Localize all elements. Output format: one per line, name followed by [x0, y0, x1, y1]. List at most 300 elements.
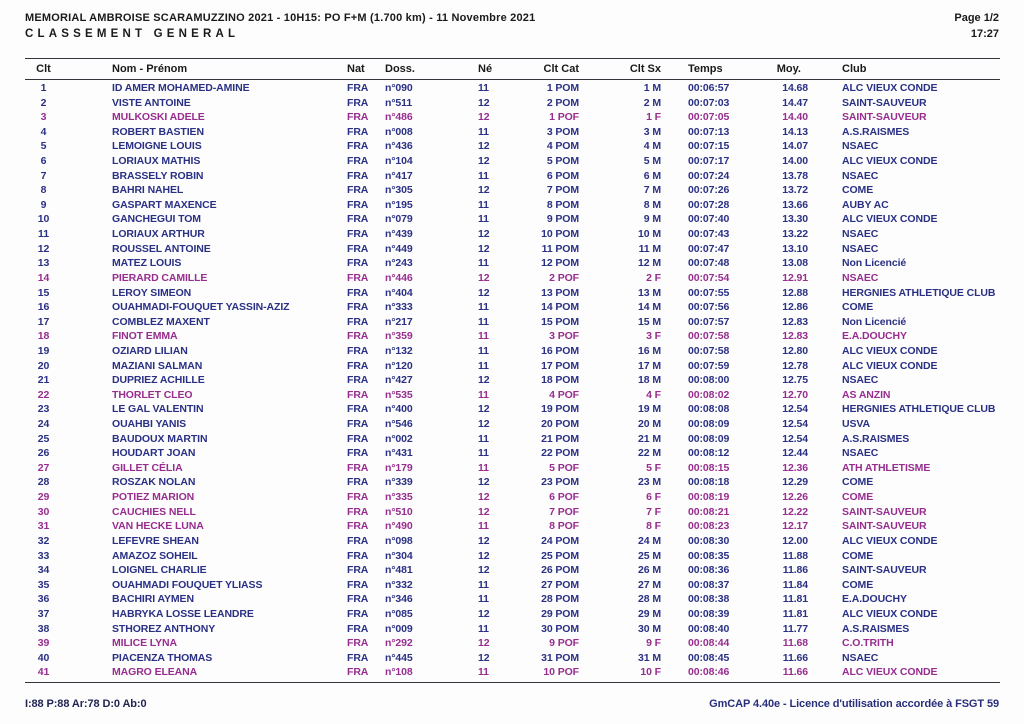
cell-ne: 11	[478, 578, 489, 591]
cell-moy: 12.54	[782, 432, 808, 445]
cell-clt_sx: 11 M	[638, 242, 661, 255]
cell-nat: FRA	[347, 607, 369, 620]
cell-temps: 00:07:26	[688, 184, 730, 197]
cell-name: CAUCHIES NELL	[112, 505, 196, 518]
cell-temps: 00:08:23	[688, 520, 730, 533]
column-header-temps: Temps	[688, 63, 723, 75]
cell-clt: 30	[37, 505, 50, 518]
cell-name: LEROY SIMEON	[112, 286, 192, 299]
cell-clt: 12	[37, 242, 50, 255]
cell-temps: 00:08:09	[688, 432, 730, 445]
cell-doss: n°490	[385, 520, 413, 533]
cell-name: BAUDOUX MARTIN	[112, 432, 208, 445]
cell-ne: 12	[478, 242, 490, 255]
cell-clt: 6	[40, 155, 47, 168]
cell-clt_cat: 7 POM	[546, 184, 579, 197]
cell-name: BACHIRI AYMEN	[112, 593, 194, 606]
cell-clt: 38	[37, 622, 50, 635]
cell-club: HERGNIES ATHLETIQUE CLUB	[842, 286, 996, 299]
cell-moy: 14.07	[782, 140, 808, 153]
cell-name: ROBERT BASTIEN	[112, 125, 204, 138]
column-header-club: Club	[842, 63, 867, 75]
cell-temps: 00:08:37	[688, 578, 730, 591]
cell-moy: 11.66	[782, 651, 808, 664]
cell-name: LOIGNEL CHARLIE	[112, 564, 207, 577]
cell-club: NSAEC	[842, 140, 879, 153]
cell-clt_cat: 3 POM	[546, 125, 579, 138]
cell-club: E.A.DOUCHY	[842, 330, 907, 343]
cell-nat: FRA	[347, 96, 369, 109]
cell-doss: n°449	[385, 242, 413, 255]
cell-name: VAN HECKE LUNA	[112, 520, 204, 533]
cell-club: NSAEC	[842, 374, 879, 387]
cell-clt: 35	[37, 578, 50, 591]
cell-nat: FRA	[347, 140, 369, 153]
cell-clt_cat: 1 POM	[546, 82, 579, 94]
cell-doss: n°486	[385, 111, 413, 124]
cell-ne: 12	[478, 564, 490, 577]
cell-doss: n°332	[385, 578, 413, 591]
cell-name: MATEZ LOUIS	[112, 257, 182, 270]
cell-temps: 00:08:39	[688, 607, 730, 620]
cell-name: MILICE LYNA	[112, 637, 178, 650]
cell-ne: 12	[478, 271, 490, 284]
table-row	[25, 607, 1000, 622]
cell-doss: n°546	[385, 418, 413, 431]
cell-nat: FRA	[347, 286, 369, 299]
cell-name: GASPART MAXENCE	[112, 198, 217, 211]
cell-clt_cat: 9 POM	[546, 213, 579, 226]
cell-clt_sx: 2 F	[646, 271, 661, 284]
cell-ne: 11	[478, 301, 489, 314]
cell-clt_sx: 7 F	[646, 505, 661, 518]
cell-nat: FRA	[347, 82, 369, 94]
cell-club: ALC VIEUX CONDE	[842, 666, 938, 679]
cell-club: SAINT-SAUVEUR	[842, 96, 927, 109]
cell-clt: 19	[37, 344, 50, 357]
column-header-clt: Clt	[36, 63, 51, 75]
cell-nat: FRA	[347, 169, 369, 182]
cell-name: OZIARD LILIAN	[112, 344, 188, 357]
cell-doss: n°427	[385, 374, 413, 387]
cell-moy: 11.88	[782, 549, 808, 562]
cell-doss: n°098	[385, 534, 413, 547]
cell-name: GILLET CÉLIA	[112, 461, 183, 474]
cell-nat: FRA	[347, 622, 369, 635]
cell-clt: 27	[37, 461, 50, 474]
cell-clt_sx: 12 M	[638, 257, 661, 270]
cell-nat: FRA	[347, 593, 369, 606]
cell-club: A.S.RAISMES	[842, 125, 910, 138]
cell-clt_cat: 15 POM	[541, 315, 579, 328]
column-header-name: Nom - Prénom	[112, 63, 188, 75]
cell-moy: 14.00	[782, 155, 808, 168]
table-row	[25, 300, 1000, 315]
cell-moy: 11.68	[782, 637, 808, 650]
cell-nat: FRA	[347, 447, 369, 460]
cell-doss: n°292	[385, 637, 413, 650]
cell-temps: 00:07:59	[688, 359, 730, 372]
table-row	[25, 505, 1000, 520]
cell-ne: 11	[478, 593, 489, 606]
cell-ne: 11	[478, 447, 489, 460]
cell-moy: 12.36	[782, 461, 808, 474]
cell-clt: 28	[37, 476, 50, 489]
cell-temps: 00:07:47	[688, 242, 730, 255]
table-row	[25, 329, 1000, 344]
cell-clt: 4	[40, 125, 47, 138]
cell-club: HERGNIES ATHLETIQUE CLUB	[842, 403, 996, 416]
cell-temps: 00:07:58	[688, 330, 730, 343]
column-header-clt_cat: Clt Cat	[543, 63, 579, 75]
cell-club: NSAEC	[842, 651, 879, 664]
cell-ne: 11	[478, 213, 489, 226]
cell-temps: 00:07:43	[688, 228, 730, 241]
cell-ne: 11	[478, 82, 489, 94]
cell-nat: FRA	[347, 578, 369, 591]
cell-moy: 13.66	[782, 198, 808, 211]
table-row	[25, 592, 1000, 607]
cell-clt_cat: 25 POM	[541, 549, 579, 562]
table-row	[25, 154, 1000, 169]
cell-club: NSAEC	[842, 447, 879, 460]
cell-ne: 11	[478, 359, 489, 372]
cell-moy: 12.54	[782, 418, 808, 431]
cell-clt_cat: 5 POM	[546, 155, 579, 168]
cell-temps: 00:07:03	[688, 96, 730, 109]
table-row	[25, 271, 1000, 286]
cell-name: ROSZAK NOLAN	[112, 476, 196, 489]
cell-ne: 12	[478, 286, 490, 299]
cell-doss: n°400	[385, 403, 413, 416]
cell-temps: 00:08:18	[688, 476, 730, 489]
cell-ne: 12	[478, 549, 490, 562]
cell-doss: n°481	[385, 564, 413, 577]
cell-name: LEFEVRE SHEAN	[112, 534, 199, 547]
cell-clt_cat: 5 POF	[549, 461, 579, 474]
cell-moy: 12.29	[782, 476, 808, 489]
cell-clt_cat: 24 POM	[541, 534, 579, 547]
table-header-row	[25, 58, 1000, 80]
cell-clt_sx: 9 F	[646, 637, 661, 650]
cell-clt_cat: 11 POM	[541, 242, 579, 255]
cell-nat: FRA	[347, 637, 369, 650]
cell-name: STHOREZ ANTHONY	[112, 622, 216, 635]
cell-moy: 11.86	[782, 564, 808, 577]
cell-clt_cat: 9 POF	[549, 637, 579, 650]
cell-nat: FRA	[347, 184, 369, 197]
cell-nat: FRA	[347, 564, 369, 577]
cell-clt: 41	[37, 666, 50, 679]
cell-clt_cat: 7 POF	[549, 505, 579, 518]
cell-club: NSAEC	[842, 242, 879, 255]
cell-nat: FRA	[347, 213, 369, 226]
cell-ne: 11	[478, 432, 489, 445]
cell-moy: 11.66	[782, 666, 808, 679]
cell-ne: 12	[478, 96, 490, 109]
cell-moy: 12.26	[782, 491, 808, 504]
cell-nat: FRA	[347, 228, 369, 241]
document-header	[25, 12, 535, 40]
cell-clt_cat: 30 POM	[541, 622, 579, 635]
cell-name: BAHRI NAHEL	[112, 184, 184, 197]
cell-clt: 34	[37, 564, 50, 577]
cell-clt_sx: 10 M	[638, 228, 661, 241]
cell-ne: 12	[478, 111, 490, 124]
cell-club: NSAEC	[842, 271, 879, 284]
cell-ne: 12	[478, 418, 490, 431]
cell-clt_sx: 22 M	[638, 447, 661, 460]
cell-clt_cat: 8 POF	[549, 520, 579, 533]
cell-nat: FRA	[347, 476, 369, 489]
cell-club: SAINT-SAUVEUR	[842, 505, 927, 518]
cell-moy: 12.80	[782, 344, 808, 357]
cell-nat: FRA	[347, 461, 369, 474]
cell-club: COME	[842, 578, 874, 591]
cell-temps: 00:07:15	[688, 140, 730, 153]
cell-clt_sx: 2 M	[643, 96, 661, 109]
cell-nat: FRA	[347, 359, 369, 372]
cell-clt: 26	[37, 447, 50, 460]
table-row	[25, 344, 1000, 359]
cell-doss: n°535	[385, 388, 413, 401]
table-row	[25, 183, 1000, 198]
cell-ne: 11	[478, 344, 489, 357]
cell-club: ALC VIEUX CONDE	[842, 82, 938, 94]
cell-doss: n°243	[385, 257, 413, 270]
cell-doss: n°304	[385, 549, 413, 562]
cell-clt_cat: 1 POF	[549, 111, 579, 124]
cell-name: PIACENZA THOMAS	[112, 651, 213, 664]
table-body	[25, 80, 1000, 683]
cell-moy: 13.10	[782, 242, 808, 255]
cell-doss: n°179	[385, 461, 413, 474]
cell-club: COME	[842, 491, 874, 504]
cell-nat: FRA	[347, 111, 369, 124]
cell-temps: 00:07:24	[688, 169, 730, 182]
cell-nat: FRA	[347, 432, 369, 445]
cell-nat: FRA	[347, 155, 369, 168]
cell-ne: 12	[478, 184, 490, 197]
cell-clt: 16	[37, 301, 50, 314]
cell-nat: FRA	[347, 491, 369, 504]
cell-club: E.A.DOUCHY	[842, 593, 907, 606]
cell-nat: FRA	[347, 242, 369, 255]
cell-clt_sx: 9 M	[643, 213, 661, 226]
cell-doss: n°333	[385, 301, 413, 314]
table-row	[25, 490, 1000, 505]
cell-clt_sx: 15 M	[638, 315, 661, 328]
cell-clt: 22	[37, 388, 50, 401]
table-row	[25, 461, 1000, 476]
cell-moy: 12.86	[782, 301, 808, 314]
table-row	[25, 125, 1000, 140]
cell-nat: FRA	[347, 388, 369, 401]
cell-clt_cat: 6 POF	[549, 491, 579, 504]
footer-statistics: I:88 P:88 Ar:78 D:0 Ab:0	[25, 698, 147, 710]
cell-clt_cat: 23 POM	[541, 476, 579, 489]
cell-clt_sx: 1 M	[643, 82, 661, 94]
cell-clt: 15	[37, 286, 50, 299]
cell-name: OUAHBI YANIS	[112, 418, 187, 431]
cell-doss: n°217	[385, 315, 413, 328]
cell-club: ALC VIEUX CONDE	[842, 213, 938, 226]
cell-nat: FRA	[347, 418, 369, 431]
cell-name: AMAZOZ SOHEIL	[112, 549, 198, 562]
cell-name: PIERARD CAMILLE	[112, 271, 208, 284]
cell-name: OUAHMADI-FOUQUET YASSIN-AZIZ	[112, 301, 290, 314]
cell-clt: 31	[37, 520, 50, 533]
table-row	[25, 110, 1000, 125]
cell-clt_cat: 19 POM	[541, 403, 579, 416]
cell-club: SAINT-SAUVEUR	[842, 520, 927, 533]
cell-name: MAGRO ELEANA	[112, 666, 198, 679]
cell-temps: 00:08:15	[688, 461, 730, 474]
cell-name: POTIEZ MARION	[112, 491, 195, 504]
cell-moy: 12.83	[782, 330, 808, 343]
cell-moy: 11.81	[782, 607, 808, 620]
cell-club: ATH ATHLETISME	[842, 461, 931, 474]
cell-clt_cat: 10 POF	[543, 666, 579, 679]
cell-ne: 12	[478, 374, 490, 387]
footer-license: GmCAP 4.40e - Licence d'utilisation accordée à FSGT 59	[709, 698, 999, 710]
cell-clt: 32	[37, 534, 50, 547]
cell-temps: 00:08:00	[688, 374, 730, 387]
cell-clt: 5	[40, 140, 47, 153]
cell-moy: 12.75	[782, 374, 808, 387]
cell-name: THORLET CLEO	[112, 388, 193, 401]
table-row	[25, 402, 1000, 417]
cell-moy: 14.40	[782, 111, 808, 124]
cell-clt: 14	[37, 271, 50, 284]
cell-clt_sx: 5 F	[646, 461, 661, 474]
cell-doss: n°445	[385, 651, 413, 664]
cell-clt_sx: 16 M	[638, 344, 661, 357]
table-row	[25, 665, 1000, 680]
cell-temps: 00:08:46	[688, 666, 730, 679]
cell-nat: FRA	[347, 330, 369, 343]
cell-clt_sx: 17 M	[638, 359, 661, 372]
table-row	[25, 359, 1000, 374]
cell-nat: FRA	[347, 534, 369, 547]
cell-club: AS ANZIN	[842, 388, 891, 401]
cell-nat: FRA	[347, 403, 369, 416]
table-row	[25, 417, 1000, 432]
cell-clt_cat: 17 POM	[541, 359, 579, 372]
cell-temps: 00:08:08	[688, 403, 730, 416]
cell-clt: 33	[37, 549, 50, 562]
cell-clt: 11	[38, 228, 49, 241]
cell-doss: n°439	[385, 228, 413, 241]
cell-doss: n°510	[385, 505, 413, 518]
cell-doss: n°446	[385, 271, 413, 284]
table-row	[25, 549, 1000, 564]
cell-club: ALC VIEUX CONDE	[842, 534, 938, 547]
cell-temps: 00:08:19	[688, 491, 730, 504]
cell-club: NSAEC	[842, 169, 879, 182]
cell-ne: 11	[478, 461, 489, 474]
cell-club: ALC VIEUX CONDE	[842, 155, 938, 168]
cell-nat: FRA	[347, 315, 369, 328]
cell-nat: FRA	[347, 271, 369, 284]
cell-moy: 13.72	[782, 184, 808, 197]
cell-clt: 25	[37, 432, 50, 445]
cell-clt_cat: 29 POM	[541, 607, 579, 620]
table-row	[25, 286, 1000, 301]
cell-doss: n°359	[385, 330, 413, 343]
cell-doss: n°335	[385, 491, 413, 504]
table-row	[25, 198, 1000, 213]
cell-clt_sx: 24 M	[638, 534, 661, 547]
cell-temps: 00:08:45	[688, 651, 730, 664]
cell-temps: 00:08:12	[688, 447, 730, 460]
cell-ne: 12	[478, 534, 490, 547]
table-row	[25, 227, 1000, 242]
cell-name: BRASSELY ROBIN	[112, 169, 204, 182]
cell-temps: 00:08:21	[688, 505, 730, 518]
cell-temps: 00:07:54	[688, 271, 730, 284]
cell-nat: FRA	[347, 651, 369, 664]
cell-club: COME	[842, 184, 874, 197]
cell-clt: 7	[40, 169, 47, 182]
cell-temps: 00:08:44	[688, 637, 730, 650]
cell-name: COMBLEZ MAXENT	[112, 315, 210, 328]
cell-clt_sx: 8 M	[643, 198, 661, 211]
cell-clt_cat: 14 POM	[541, 301, 579, 314]
cell-moy: 13.78	[782, 169, 808, 182]
cell-doss: n°431	[385, 447, 413, 460]
cell-clt: 40	[37, 651, 50, 664]
race-title: MEMORIAL AMBROISE SCARAMUZZINO 2021 - 10H15: PO F+M (1.700 km) - 11 Novembre 2021	[25, 12, 536, 24]
print-time: 17:27	[970, 28, 999, 40]
cell-moy: 12.44	[782, 447, 808, 460]
cell-clt: 17	[37, 315, 50, 328]
cell-clt_cat: 22 POM	[541, 447, 579, 460]
table-row	[25, 432, 1000, 447]
cell-clt_sx: 6 M	[643, 169, 661, 182]
cell-name: MULKOSKI ADELE	[112, 111, 205, 124]
cell-clt_sx: 20 M	[638, 418, 661, 431]
cell-clt_sx: 10 F	[640, 666, 661, 679]
table-row	[25, 534, 1000, 549]
table-row	[25, 139, 1000, 154]
cell-name: ID AMER MOHAMED-AMINE	[112, 82, 250, 94]
cell-nat: FRA	[347, 549, 369, 562]
cell-name: OUAHMADI FOUQUET YLIASS	[112, 578, 263, 591]
cell-club: C.O.TRITH	[842, 637, 894, 650]
cell-clt_cat: 4 POM	[546, 140, 579, 153]
cell-moy: 12.70	[782, 388, 808, 401]
cell-clt_cat: 3 POF	[549, 330, 579, 343]
cell-clt_sx: 8 F	[646, 520, 661, 533]
cell-temps: 00:07:40	[688, 213, 730, 226]
cell-nat: FRA	[347, 301, 369, 314]
cell-clt: 37	[37, 607, 50, 620]
cell-moy: 12.22	[782, 505, 808, 518]
cell-doss: n°436	[385, 140, 413, 153]
cell-ne: 12	[478, 491, 490, 504]
cell-temps: 00:07:55	[688, 286, 730, 299]
cell-ne: 11	[478, 622, 489, 635]
cell-clt: 21	[37, 374, 50, 387]
cell-temps: 00:08:38	[688, 593, 730, 606]
cell-ne: 12	[478, 505, 490, 518]
cell-nat: FRA	[347, 344, 369, 357]
cell-clt: 39	[37, 637, 50, 650]
table-row	[25, 622, 1000, 637]
cell-doss: n°417	[385, 169, 413, 182]
cell-name: VISTE ANTOINE	[112, 96, 191, 109]
